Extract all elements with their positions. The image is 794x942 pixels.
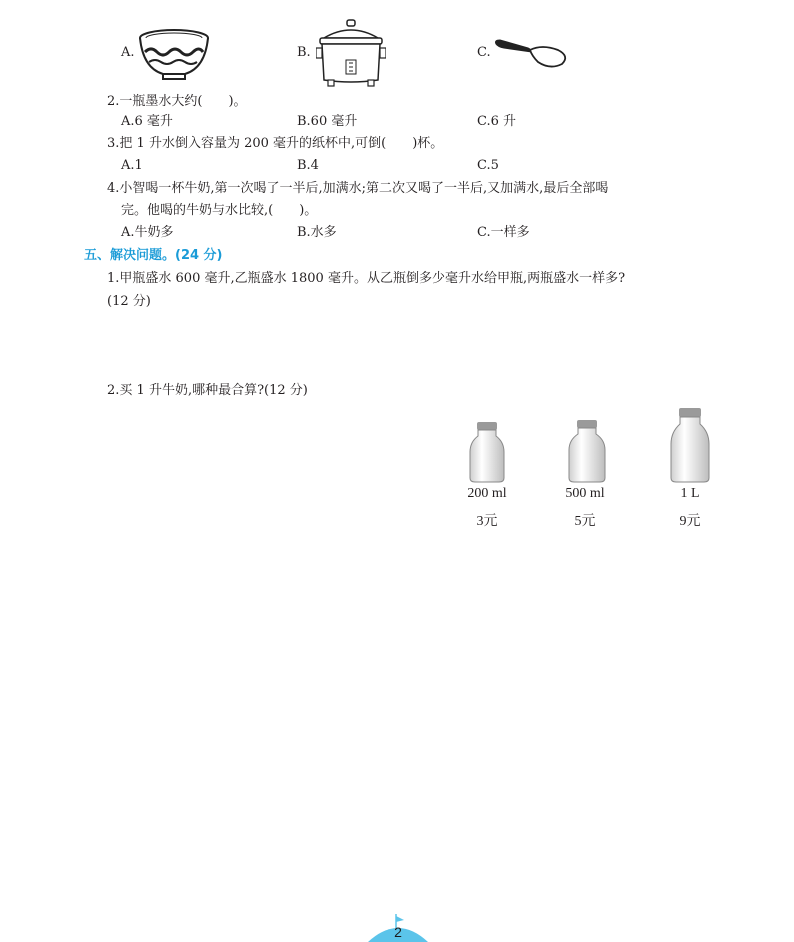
bottle-3-price: 9元 bbox=[679, 514, 701, 529]
spoon-icon bbox=[492, 36, 572, 72]
page-number: 2 bbox=[394, 924, 402, 940]
q1-option-b: B. bbox=[297, 45, 311, 60]
q2-option-b: B.60 毫升 bbox=[297, 114, 358, 129]
q1-option-c: C. bbox=[477, 45, 491, 60]
bottle-1-price: 3元 bbox=[476, 514, 498, 529]
bowl-icon bbox=[137, 28, 211, 82]
q4-option-c: C.一样多 bbox=[477, 225, 530, 240]
problem-2-text: 2.买 1 升牛奶,哪种最合算?(12 分) bbox=[107, 383, 308, 398]
milk-bottle-small-icon bbox=[468, 420, 506, 484]
problem-1-line2: (12 分) bbox=[107, 294, 151, 309]
q2-stem: 2.一瓶墨水大约( )。 bbox=[107, 94, 247, 109]
bottle-3-volume: 1 L bbox=[680, 486, 700, 501]
q3-option-c: C.5 bbox=[477, 158, 499, 173]
section-title: 五、解决问题。(24 分) bbox=[84, 248, 223, 263]
q4-option-b: B.水多 bbox=[297, 225, 337, 240]
rice-cooker-icon bbox=[316, 18, 386, 90]
q4-stem-line1: 4.小智喝一杯牛奶,第一次喝了一半后,加满水;第二次又喝了一半后,又加满水,最后全部喝 bbox=[107, 181, 609, 196]
problem-1-line1: 1.甲瓶盛水 600 毫升,乙瓶盛水 1800 毫升。从乙瓶倒多少毫升水给甲瓶,两瓶盛水一样多? bbox=[107, 271, 626, 286]
q4-stem-line2: 完。他喝的牛奶与水比较,( )。 bbox=[121, 203, 318, 218]
q3-option-a: A.1 bbox=[121, 158, 143, 173]
bottle-2-volume: 500 ml bbox=[565, 486, 605, 501]
q2-option-a: A.6 毫升 bbox=[121, 114, 173, 129]
q3-option-b: B.4 bbox=[297, 158, 319, 173]
q4-option-a: A.牛奶多 bbox=[121, 225, 174, 240]
milk-bottle-medium-icon bbox=[567, 418, 607, 484]
q1-option-a: A. bbox=[121, 45, 135, 60]
milk-bottle-large-icon bbox=[669, 406, 711, 484]
bottle-2-price: 5元 bbox=[574, 514, 596, 529]
bottle-1-volume: 200 ml bbox=[467, 486, 507, 501]
q2-option-c: C.6 升 bbox=[477, 114, 517, 129]
q3-stem: 3.把 1 升水倒入容量为 200 毫升的纸杯中,可倒( )杯。 bbox=[107, 136, 444, 151]
